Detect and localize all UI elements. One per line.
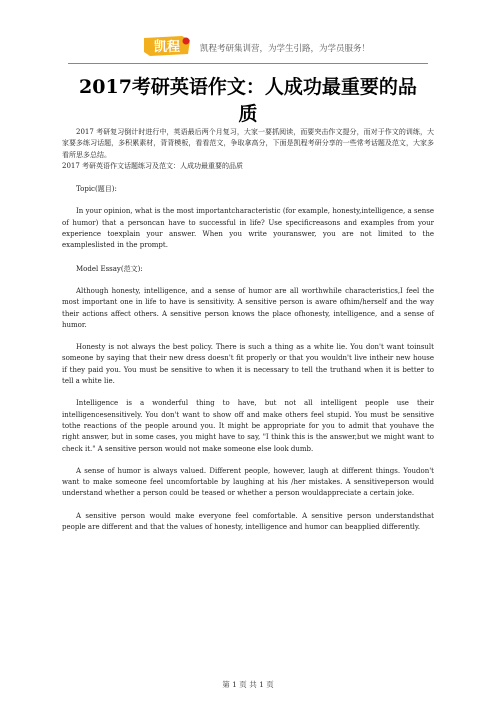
kaicheng-logo	[142, 34, 192, 58]
essay-paragraph-5: A sensitive person would make everyone feel comfortable. A sensitive person understandsthat people are different and that the values of honesty, intelligence and humor can beapplied differently.	[62, 511, 434, 532]
header-divider	[68, 63, 428, 64]
page-footer: 第 1 页 共 1 页	[222, 680, 274, 689]
header-slogan: 凯程考研集训营，为学生引路，为学员服务！	[200, 44, 371, 54]
title-line-1: 2017考研英语作文：人成功最重要的品	[79, 76, 417, 98]
svg-text:凯程: 凯程	[153, 40, 181, 55]
essay-paragraph-1: Although honesty, intelligence, and a sense of humor are all worthwhile characteristics,I feel the most important one in life to have is sensitivity. A sensitive person is aware ofhim/herself and the way their actions affect others. A sensitive person knows the place ofhonesty, intelligence, and a sense of humor.	[62, 286, 434, 329]
document-body	[62, 127, 434, 533]
page-header	[0, 0, 496, 64]
essay-paragraph-4: A sense of humor is always valued. Different people, however, laugh at different things. Youdon't want to make someone feel uncomfortable by laughing at his /her mistakes. A sensitiveperson would understand whether a person could be teased or whether a person wouldappreciate a certain joke.	[62, 466, 434, 498]
intro-paragraph: 2017 考研复习倒计时进行中，英语最后两个月复习，大家一要抓阅读，而要突击作文提分，而对于作文的训练，大家要多练习话题，多积累素材，背背模板，看看范文，争取拿高分，下面是凯程考研分享的一些常考话题及范文，大家多看所思多总结。	[62, 128, 434, 159]
title-line-2: 质	[238, 103, 258, 125]
essay-paragraph-3: Intelligence is a wonderful thing to have, but not all intelligent people use their intelligencesensitively. You don't want to show off and make others feel stupid. You must be sensitive tothe reactions of the people around you. It might be appropriate for you to admit that youhave the right answer, but in some cases, you might have to say, "I think this is the answer,but we might want to check it." A sensitive person would not make someone else look dumb.	[62, 399, 434, 453]
intro-subtitle: 2017 考研英语作文话题练习及范文：人成功最重要的品质	[62, 161, 244, 170]
page-title	[58, 74, 438, 128]
topic-label: Topic(题目):	[76, 185, 117, 194]
topic-text: In your opinion, what is the most importantcharacteristic (for example, honesty,intelligence, a sense of humor) that a personcan have to successful in life? Use specificreasons and examples from your experience toexplain your answer. When you write youranswer, you are not limited to the exampleslisted in the prompt.	[62, 207, 434, 250]
essay-paragraph-2: Honesty is not always the best policy. There is such a thing as a white lie. You don't want toinsult someone by saying that their new dress doesn't fit properly or that you wouldn't live intheir new house if they paid you. You must be sensitive to when it is necessary to tell the truthand when it is better to tell a white lie.	[62, 343, 434, 386]
model-essay-label: Model Essay(范文):	[76, 264, 143, 273]
